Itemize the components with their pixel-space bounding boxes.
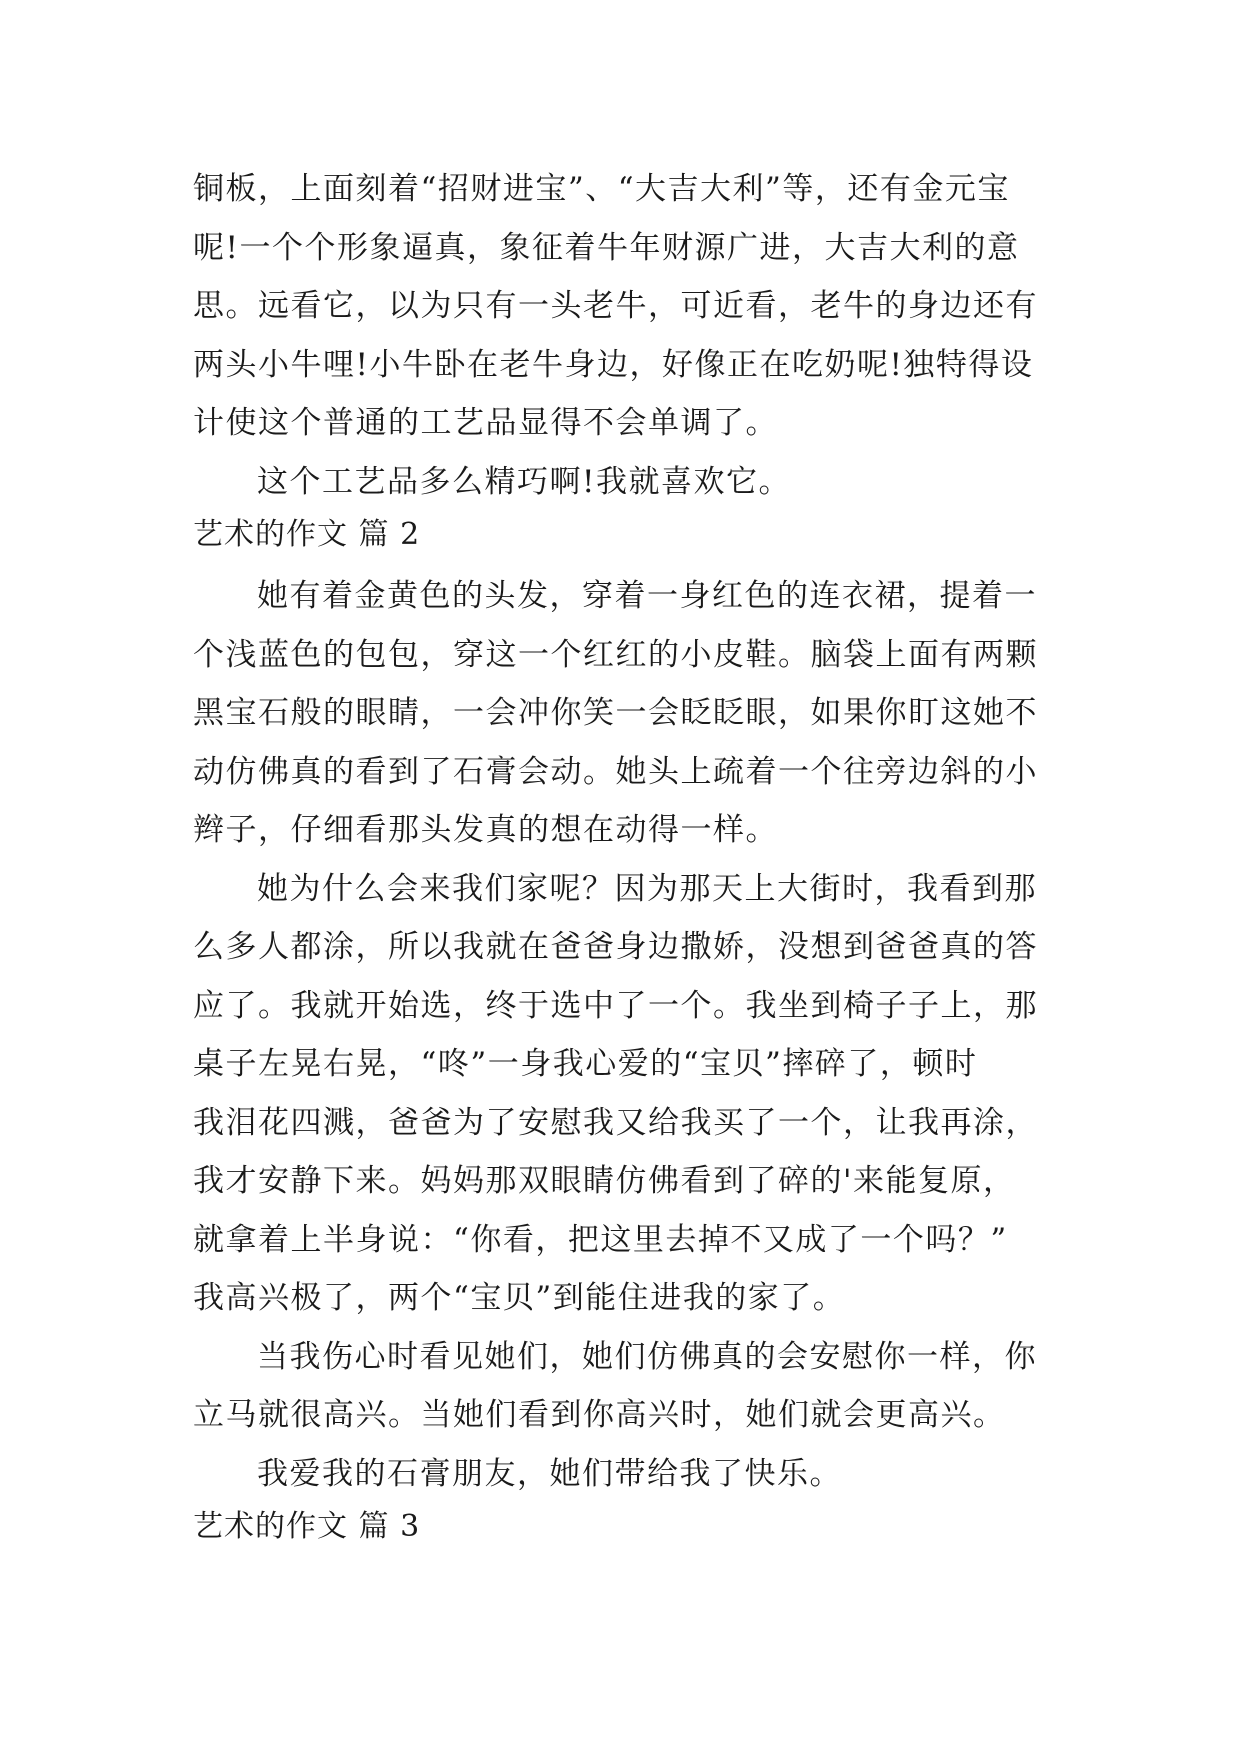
text-line: 个浅蓝色的包包，穿这一个红红的小皮鞋。脑袋上面有两颗 (193, 636, 1038, 673)
document-page (193, 160, 1073, 1551)
paragraph (193, 160, 1073, 453)
text-line: 她有着金黄色的头发，穿着一身红色的连衣裙，提着一 (257, 578, 1037, 614)
text-line: 我高兴极了，两个“宝贝”到能住进我的家了。 (193, 1280, 846, 1316)
text-line: 黑宝石般的眼睛，一会冲你笑一会眨眨眼，如果你盯这她不 (193, 695, 1038, 731)
paragraph (193, 453, 1073, 512)
spacer (193, 559, 1073, 567)
text-line: 我爱我的石膏朋友，她们带给我了快乐。 (257, 1455, 842, 1492)
section-heading: 艺术的作文 篇 2 (193, 517, 421, 552)
text-line: 铜板，上面刻着“招财进宝”、“大吉大利”等，还有金元宝 (193, 171, 1010, 207)
text-line: 么多人都涂，所以我就在爸爸身边撒娇，没想到爸爸真的答 (193, 929, 1038, 965)
paragraph (193, 567, 1073, 860)
text-line: 辫子，仔细看那头发真的想在动得一样。 (193, 812, 778, 848)
text-line: 呢!一个个形象逼真，象征着牛年财源广进，大吉大利的意 (193, 229, 1020, 266)
text-line: 计使这个普通的工艺品显得不会单调了。 (193, 405, 778, 441)
text-line: 动仿佛真的看到了石膏会动。她头上疏着一个往旁边斜的小 (193, 753, 1038, 790)
paragraph (193, 1445, 1073, 1504)
text-line: 立马就很高兴。当她们看到你高兴时，她们就会更高兴。 (193, 1397, 1006, 1433)
paragraph (193, 1328, 1073, 1445)
text-line: 我才安静下来。妈妈那双眼睛仿佛看到了碎的'来能复原， (193, 1163, 1016, 1199)
text-line: 思。远看它，以为只有一头老牛，可近看，老牛的身边还有 (193, 288, 1038, 324)
text-line: 她为什么会来我们家呢？因为那天上大街时，我看到那 (257, 870, 1037, 907)
text-line: 桌子左晃右晃，“咚”一身我心爱的“宝贝”摔碎了，顿时 (193, 1046, 978, 1082)
text-line: 就拿着上半身说：“你看，把这里去掉不又成了一个吗？” (193, 1221, 1008, 1258)
text-line: 应了。我就开始选，终于选中了一个。我坐到椅子子上，那 (193, 987, 1038, 1024)
text-line: 我泪花四溅，爸爸为了安慰我又给我买了一个，让我再涂， (193, 1104, 1038, 1141)
text-line: 这个工艺品多么精巧啊!我就喜欢它。 (257, 463, 791, 500)
section-heading: 艺术的作文 篇 3 (193, 1509, 421, 1544)
text-line: 两头小牛哩!小牛卧在老牛身边，好像正在吃奶呢!独特得设 (193, 346, 1034, 383)
text-line: 当我伤心时看见她们，她们仿佛真的会安慰你一样，你 (257, 1338, 1037, 1375)
paragraph (193, 860, 1073, 1328)
